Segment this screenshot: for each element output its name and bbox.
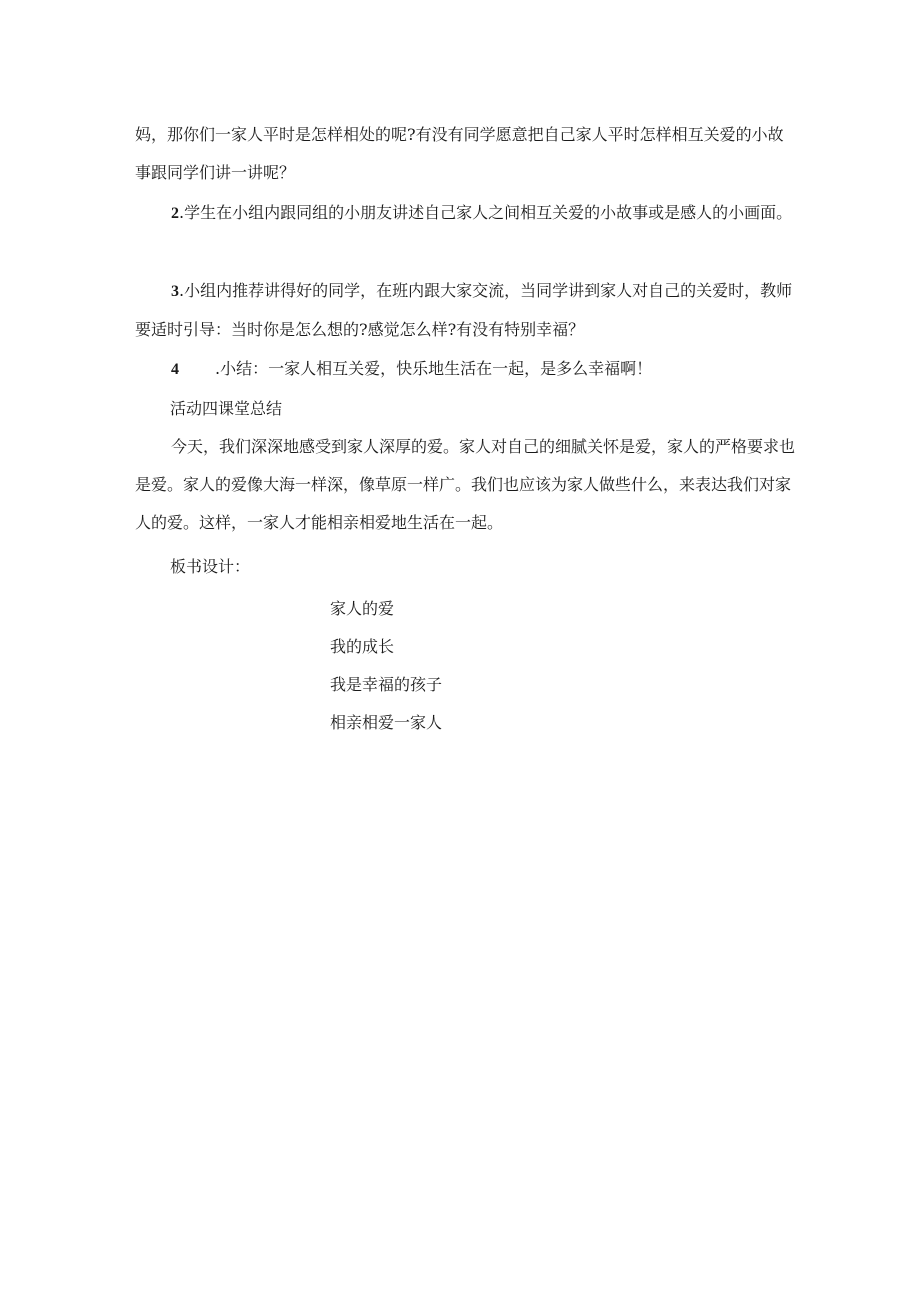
board-design-label: 板书设计： bbox=[170, 557, 251, 576]
paragraph-summary bbox=[135, 428, 795, 542]
step-text: .小结：一家人相互关爱，快乐地生活在一起，是多么幸福啊！ bbox=[215, 359, 653, 378]
paragraph-step-3 bbox=[135, 272, 795, 349]
activity-heading: 活动四课堂总结 bbox=[170, 399, 283, 418]
paragraph-step-2 bbox=[135, 194, 795, 233]
step-text: .学生在小组内跟同组的小朋友讲述自己家人之间相互关爱的小故事或是感人的小画面。 bbox=[179, 203, 793, 222]
board-item: 我的成长 bbox=[330, 637, 395, 656]
board-item: 我是幸福的孩子 bbox=[330, 675, 443, 694]
board-item: 家人的爱 bbox=[330, 599, 395, 618]
step-number: 3 bbox=[171, 283, 179, 300]
paragraph-intro-text: 妈，那你们一家人平时是怎样相处的呢?有没有同学愿意把自己家人平时怎样相互关爱的小故事跟同学们讲一讲呢？ bbox=[135, 125, 784, 182]
board-item: 相亲相爱一家人 bbox=[330, 713, 443, 732]
paragraph-intro bbox=[135, 116, 795, 192]
step-number: 4 bbox=[171, 361, 179, 378]
step-number: 2 bbox=[171, 205, 179, 222]
step-text: .小组内推荐讲得好的同学，在班内跟大家交流，当同学讲到家人对自己的关爱时，教师要适时引导：当时你是怎么想的?感觉怎么样?有没有特别幸福？ bbox=[135, 281, 793, 339]
summary-text: 今天，我们深深地感受到家人深厚的爱。家人对自己的细腻关怀是爱，家人的严格要求也是爱。家人的爱像大海一样深，像草原一样广。我们也应该为家人做些什么，来表达我们对家人的爱。这样，一家人才能相亲相爱地生活在一起。 bbox=[135, 437, 796, 532]
paragraph-step-4 bbox=[135, 350, 795, 389]
